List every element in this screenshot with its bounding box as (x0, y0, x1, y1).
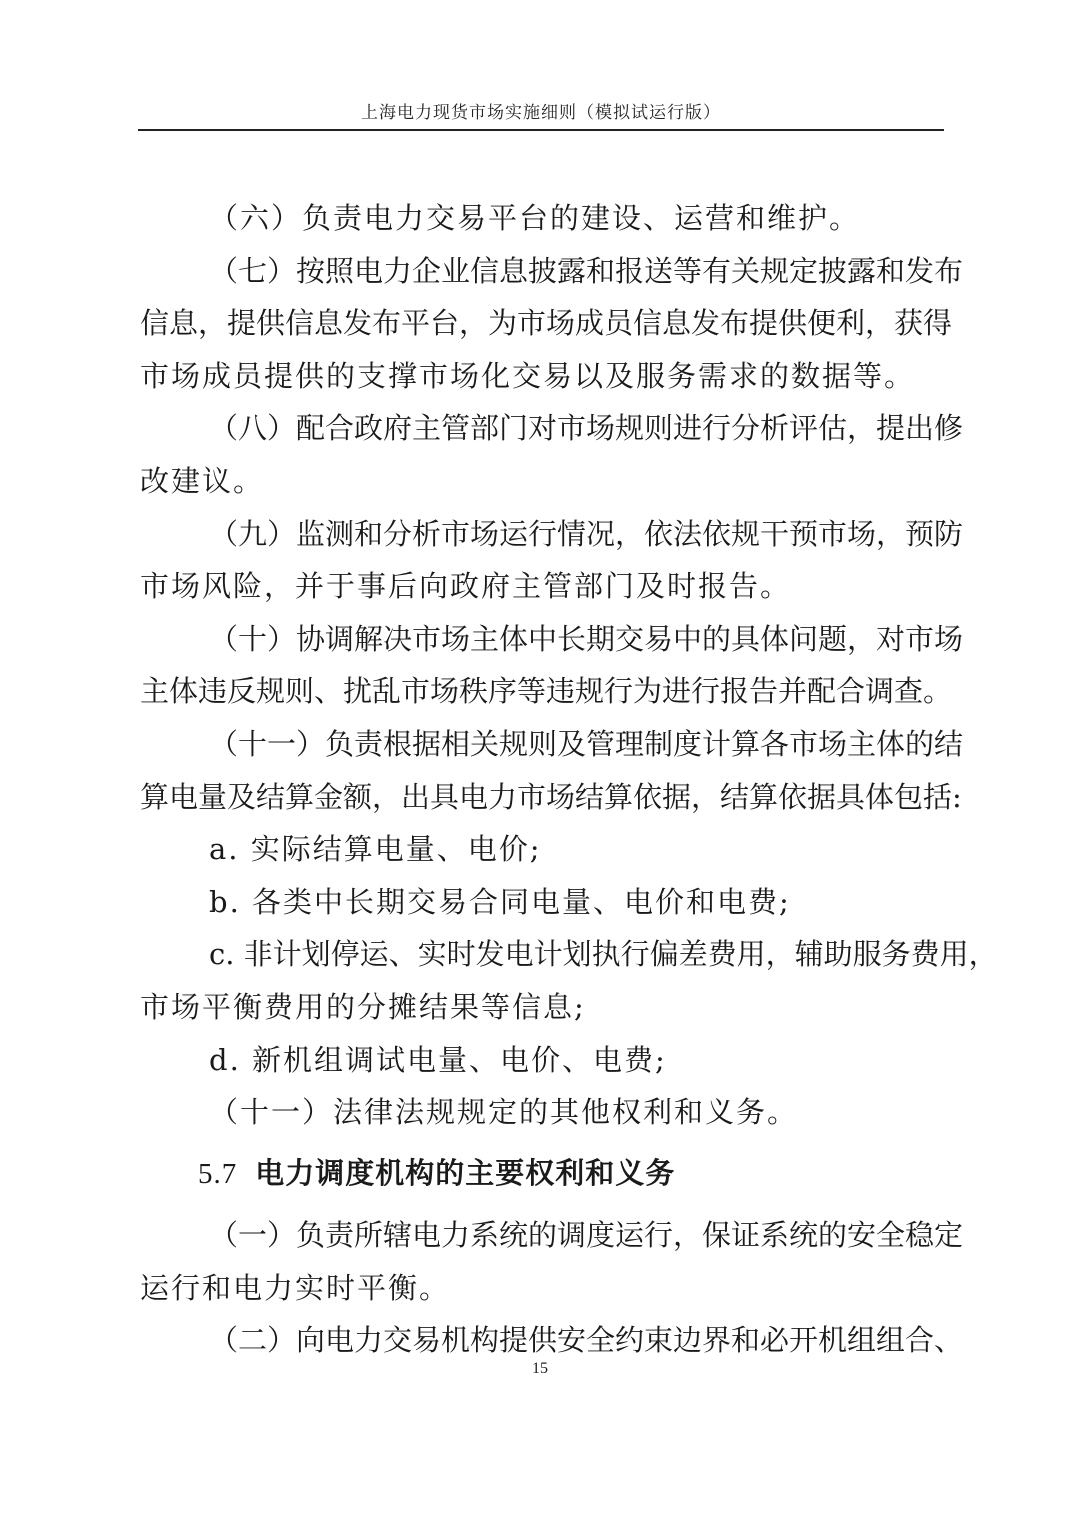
list-item-c-line-2: 市场平衡费用的分摊结果等信息; (140, 989, 586, 1024)
paragraph-7-line-1: （七）按照电力企业信息披露和报送等有关规定披露和发布 (209, 253, 964, 288)
paragraph-11b-line-1: （十一）法律法规规定的其他权利和义务。 (209, 1095, 799, 1130)
section-paragraph-2-line-1: （二）向电力交易机构提供安全约束边界和必开机组组合、 (209, 1323, 964, 1358)
section-paragraph-1-line-1: （一）负责所辖电力系统的调度运行，保证系统的安全稳定 (209, 1218, 964, 1253)
header-rule (138, 129, 944, 131)
paragraph-9-line-2: 市场风险，并于事后向政府主管部门及时报告。 (140, 569, 792, 604)
paragraph-11-line-1: （十一）负责根据相关规则及管理制度计算各市场主体的结 (209, 726, 964, 761)
document-body (140, 192, 998, 1367)
section-number: 5.7 (198, 1157, 238, 1190)
list-item-a: a. 实际结算电量、电价; (209, 832, 542, 867)
page-header: 上海电力现货市场实施细则（模拟试运行版） (361, 103, 721, 123)
list-item-c-line-1: c. 非计划停运、实时发电计划执行偏差费用，辅助服务费用， (209, 937, 998, 972)
paragraph-8-line-1: （八）配合政府主管部门对市场规则进行分析评估，提出修 (209, 411, 964, 446)
paragraph-8-line-2: 改建议。 (140, 463, 265, 498)
paragraph-10-line-1: （十）协调解决市场主体中长期交易中的具体问题，对市场 (209, 621, 964, 656)
paragraph-10-line-2: 主体违反规则、扰乱市场秩序等违规行为进行报告并配合调查。 (140, 674, 953, 709)
paragraph-6-line-1: （六）负责电力交易平台的建设、运营和维护。 (209, 201, 861, 235)
list-item-b: b. 各类中长期交易合同电量、电价和电费; (209, 884, 791, 919)
paragraph-11-line-2: 算电量及结算金额，出具电力市场结算依据，结算依据具体包括: (140, 779, 962, 814)
section-heading (140, 1147, 942, 1200)
section-title: 电力调度机构的主要权利和义务 (255, 1155, 676, 1190)
section-paragraph-1-line-2: 运行和电力实时平衡。 (140, 1270, 451, 1305)
page-number: 15 (532, 1360, 548, 1377)
paragraph-9-line-1: （九）监测和分析市场运行情况，依法依规干预市场，预防 (209, 516, 964, 551)
list-item-d: d. 新机组调试电量、电价、电费; (209, 1042, 667, 1077)
paragraph-7-line-2: 信息，提供信息发布平台，为市场成员信息发布提供便利，获得 (140, 306, 953, 341)
paragraph-7-line-3: 市场成员提供的支撑市场化交易以及服务需求的数据等。 (140, 358, 916, 393)
